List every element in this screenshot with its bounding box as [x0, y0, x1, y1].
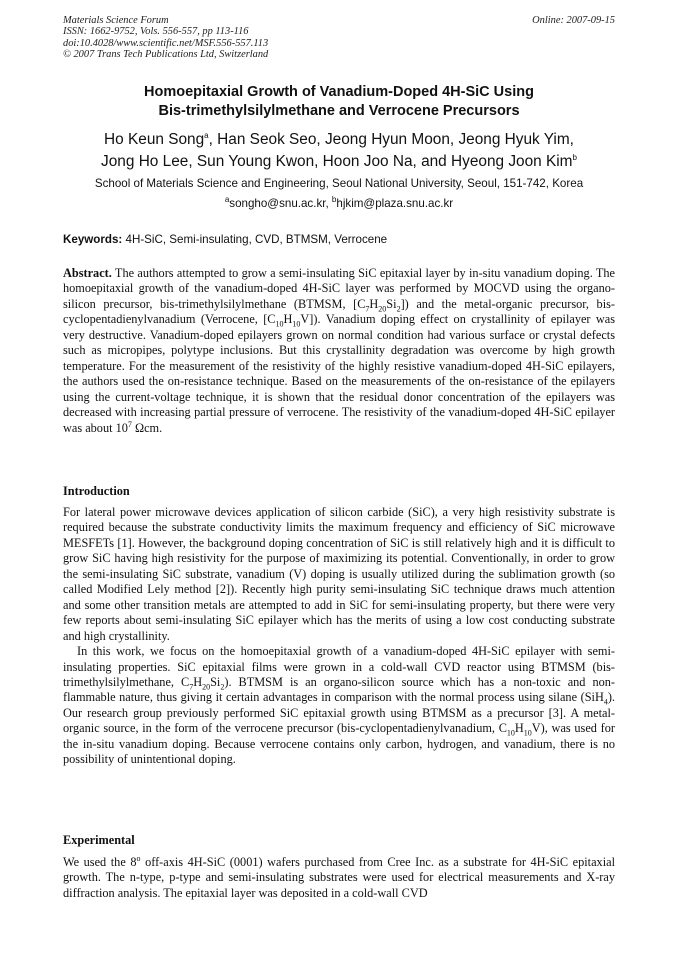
abstract-text-1: The authors attempted to grow a semi-insulating SiC epitaxial layer by in-situ vanadium doping. The homoepitaxial growth of the vanadium-doped 4H-SiC layer was performed by MOCVD using the organo-silicon precursor, bis-trimethylsilylmethane (BTMSM, [C: [63, 266, 615, 311]
experimental-heading: Experimental: [63, 833, 135, 847]
abstract-text-4: ]) and the metal-organic precursor, bis-cyclopentadienylvanadium (Verrocene, [C: [63, 296, 615, 327]
affiliation: School of Materials Science and Engineering, Seoul National University, Seoul, 151-742, Korea: [94, 177, 584, 190]
intro-p2-sub-6: 10: [523, 728, 532, 738]
keywords-text: 4H-SiC, Semi-insulating, CVD, BTMSM, Verrocene: [122, 233, 388, 246]
abstract-sub-3: 2: [396, 304, 401, 314]
exp-text-1: We used the 8: [63, 855, 137, 869]
intro-paragraph-1: For lateral power microwave devices application of silicon carbide (SiC), a very high resistivity substrate is required because the substrate conductivity limits the maximum frequency and efficiency of SiC microwave MESFETs [1]. However, the background doping concentration of SiC is still relatively high and it is difficult to grow SiC having high resistivity for the purpose of maximizing its potential. Conventionally, in order to grow the semi-insulating SiC substrate, vanadium (V) doping is usually utilized during the sublimation growth (so called Modified Lely method [2]). Recently high purity semi-insulating SiC technique draws much attention and some other transition metals are attempted to add in SiC for semi-insulating property, but there were very few reports about semi-insulating SiC epilayer which has the merits of using a low cost conducting substrate and high crystallinity.: [63, 505, 615, 643]
author-emails: [63, 197, 615, 211]
abstract-text-3: Si: [386, 296, 397, 311]
author-list: [63, 129, 615, 172]
email-mark-a: a: [224, 195, 230, 205]
intro-p2-text-5: ). Our research group previously performed SiC epitaxial growth using BTMSM as a precursor [3]. A metal-organic source, in the form of the verrocene precursor (bis-cyclopentadienylvanadium, C: [63, 690, 615, 736]
intro-p2-sub-3: 2: [220, 682, 225, 692]
abstract-sub-5: 10: [292, 319, 301, 329]
authors-rest-2: Jong Ho Lee, Sun Young Kwon, Hoon Joo Na, and Hyeong Joon Kim: [101, 152, 573, 170]
abstract-text-2: H: [369, 296, 379, 311]
email-mark-b: b: [331, 195, 337, 205]
abstract-sub-4: 10: [275, 319, 284, 329]
author-last-mark: b: [572, 152, 577, 162]
author-1-mark: a: [204, 130, 209, 140]
abstract-sub-1: 7: [365, 304, 370, 314]
title-line-2: Bis-trimethylsilylmethane and Verrocene Precursors: [158, 103, 520, 119]
intro-p2-text-4: ). BTMSM is an organo-silicon source which has a non-toxic and non-flammable nature, thus giving it certain advantages in comparison with the normal process using silane (SiH: [63, 674, 615, 705]
journal-header: [63, 15, 615, 60]
journal-name: Materials Science Forum: [63, 15, 169, 26]
intro-p2-text-3: Si: [210, 674, 221, 689]
email-a: songho@snu.ac.kr,: [229, 197, 332, 210]
author-1: Ho Keun Song: [104, 131, 205, 148]
intro-p2-text-1: In this work, we focus on the homoepitaxial growth of a vanadium-doped 4H-SiC epilayer with semi-insulating properties. SiC epitaxial films were grown in a cold-wall CVD reactor using BTMSM (bis-trimethylsilylmethane, C: [63, 644, 615, 689]
doi: doi:10.4028/www.scientific.net/MSF.556-557.113: [63, 37, 269, 49]
title-line-1: Homoepitaxial Growth of Vanadium-Doped 4H-SiC Using: [144, 84, 534, 100]
abstract-text-7: Ωcm.: [131, 420, 163, 435]
abstract-text-6: V]). Vanadium doping effect on crystallinity of epilayer was very destructive. Vanadium-doped epilayers grown on normal condition had various surface or crystal defects such as micropipes, polytype inclusions. But this crystallinity degradation was overcome by high growth temperature. For the measurement of the resistivity of the highly resistive vanadium-doped 4H-SiC epilayers, the authors used the on-resistance technique. Based on the measurements of the on-resistance of the epilayers using the current-voltage technique, it is shown that the residual donor concentration of the epilayers was decreased with increasing partial pressure of verrocene. The resistivity of the vanadium-doped 4H-SiC epilayer was about 10: [63, 312, 616, 435]
abstract-sup-1: 7: [127, 419, 132, 429]
intro-p2-sub-4: 4: [603, 697, 608, 707]
exp-text-2: off-axis 4H-SiC (0001) wafers purchased from Cree Inc. as a substrate for 4H-SiC epitaxial growth. The n-type, p-type and semi-insulating substrates were used for electrical measurements and X-ray diffraction analysis. The epitaxial layer was deposited in a cold-wall CVD: [63, 855, 616, 900]
authors-rest-1: , Han Seok Seo, Jeong Hyun Moon, Jeong Hyuk Yim,: [208, 131, 574, 148]
intro-p2-text-7: V), was used for the in-situ vanadium doping. Because verrocene contains only carbon, hydrogen, and vanadium, there is no possibility of unintentional doping.: [63, 721, 615, 767]
introduction-heading: Introduction: [63, 484, 130, 498]
email-b: hjkim@plaza.snu.ac.kr: [336, 197, 454, 210]
intro-p2-text-6: H: [514, 721, 524, 736]
introduction-body: [63, 505, 615, 768]
authors-line-1: [63, 129, 615, 151]
intro-p2-sub-1: 7: [189, 682, 194, 692]
keywords: [63, 233, 615, 247]
intro-paragraph-2: [63, 644, 615, 768]
authors-line-2: [63, 151, 615, 173]
abstract-label: Abstract.: [63, 266, 112, 280]
intro-p2-sub-2: 20: [202, 682, 211, 692]
intro-p2-text-2: H: [193, 674, 203, 689]
paper-title: [63, 83, 615, 121]
keywords-label: Keywords:: [63, 233, 123, 246]
exp-sup-1: o: [136, 853, 141, 863]
intro-p2-sub-5: 10: [506, 728, 515, 738]
abstract: [63, 266, 615, 436]
experimental-body: [63, 855, 615, 901]
copyright: © 2007 Trans Tech Publications Ltd, Switzerland: [63, 48, 269, 60]
abstract-text-5: H: [283, 312, 293, 327]
issn: ISSN: 1662-9752, Vols. 556-557, pp 113-116: [63, 26, 249, 38]
online-date: Online: 2007-09-15: [532, 15, 615, 26]
abstract-sub-2: 20: [378, 304, 387, 314]
